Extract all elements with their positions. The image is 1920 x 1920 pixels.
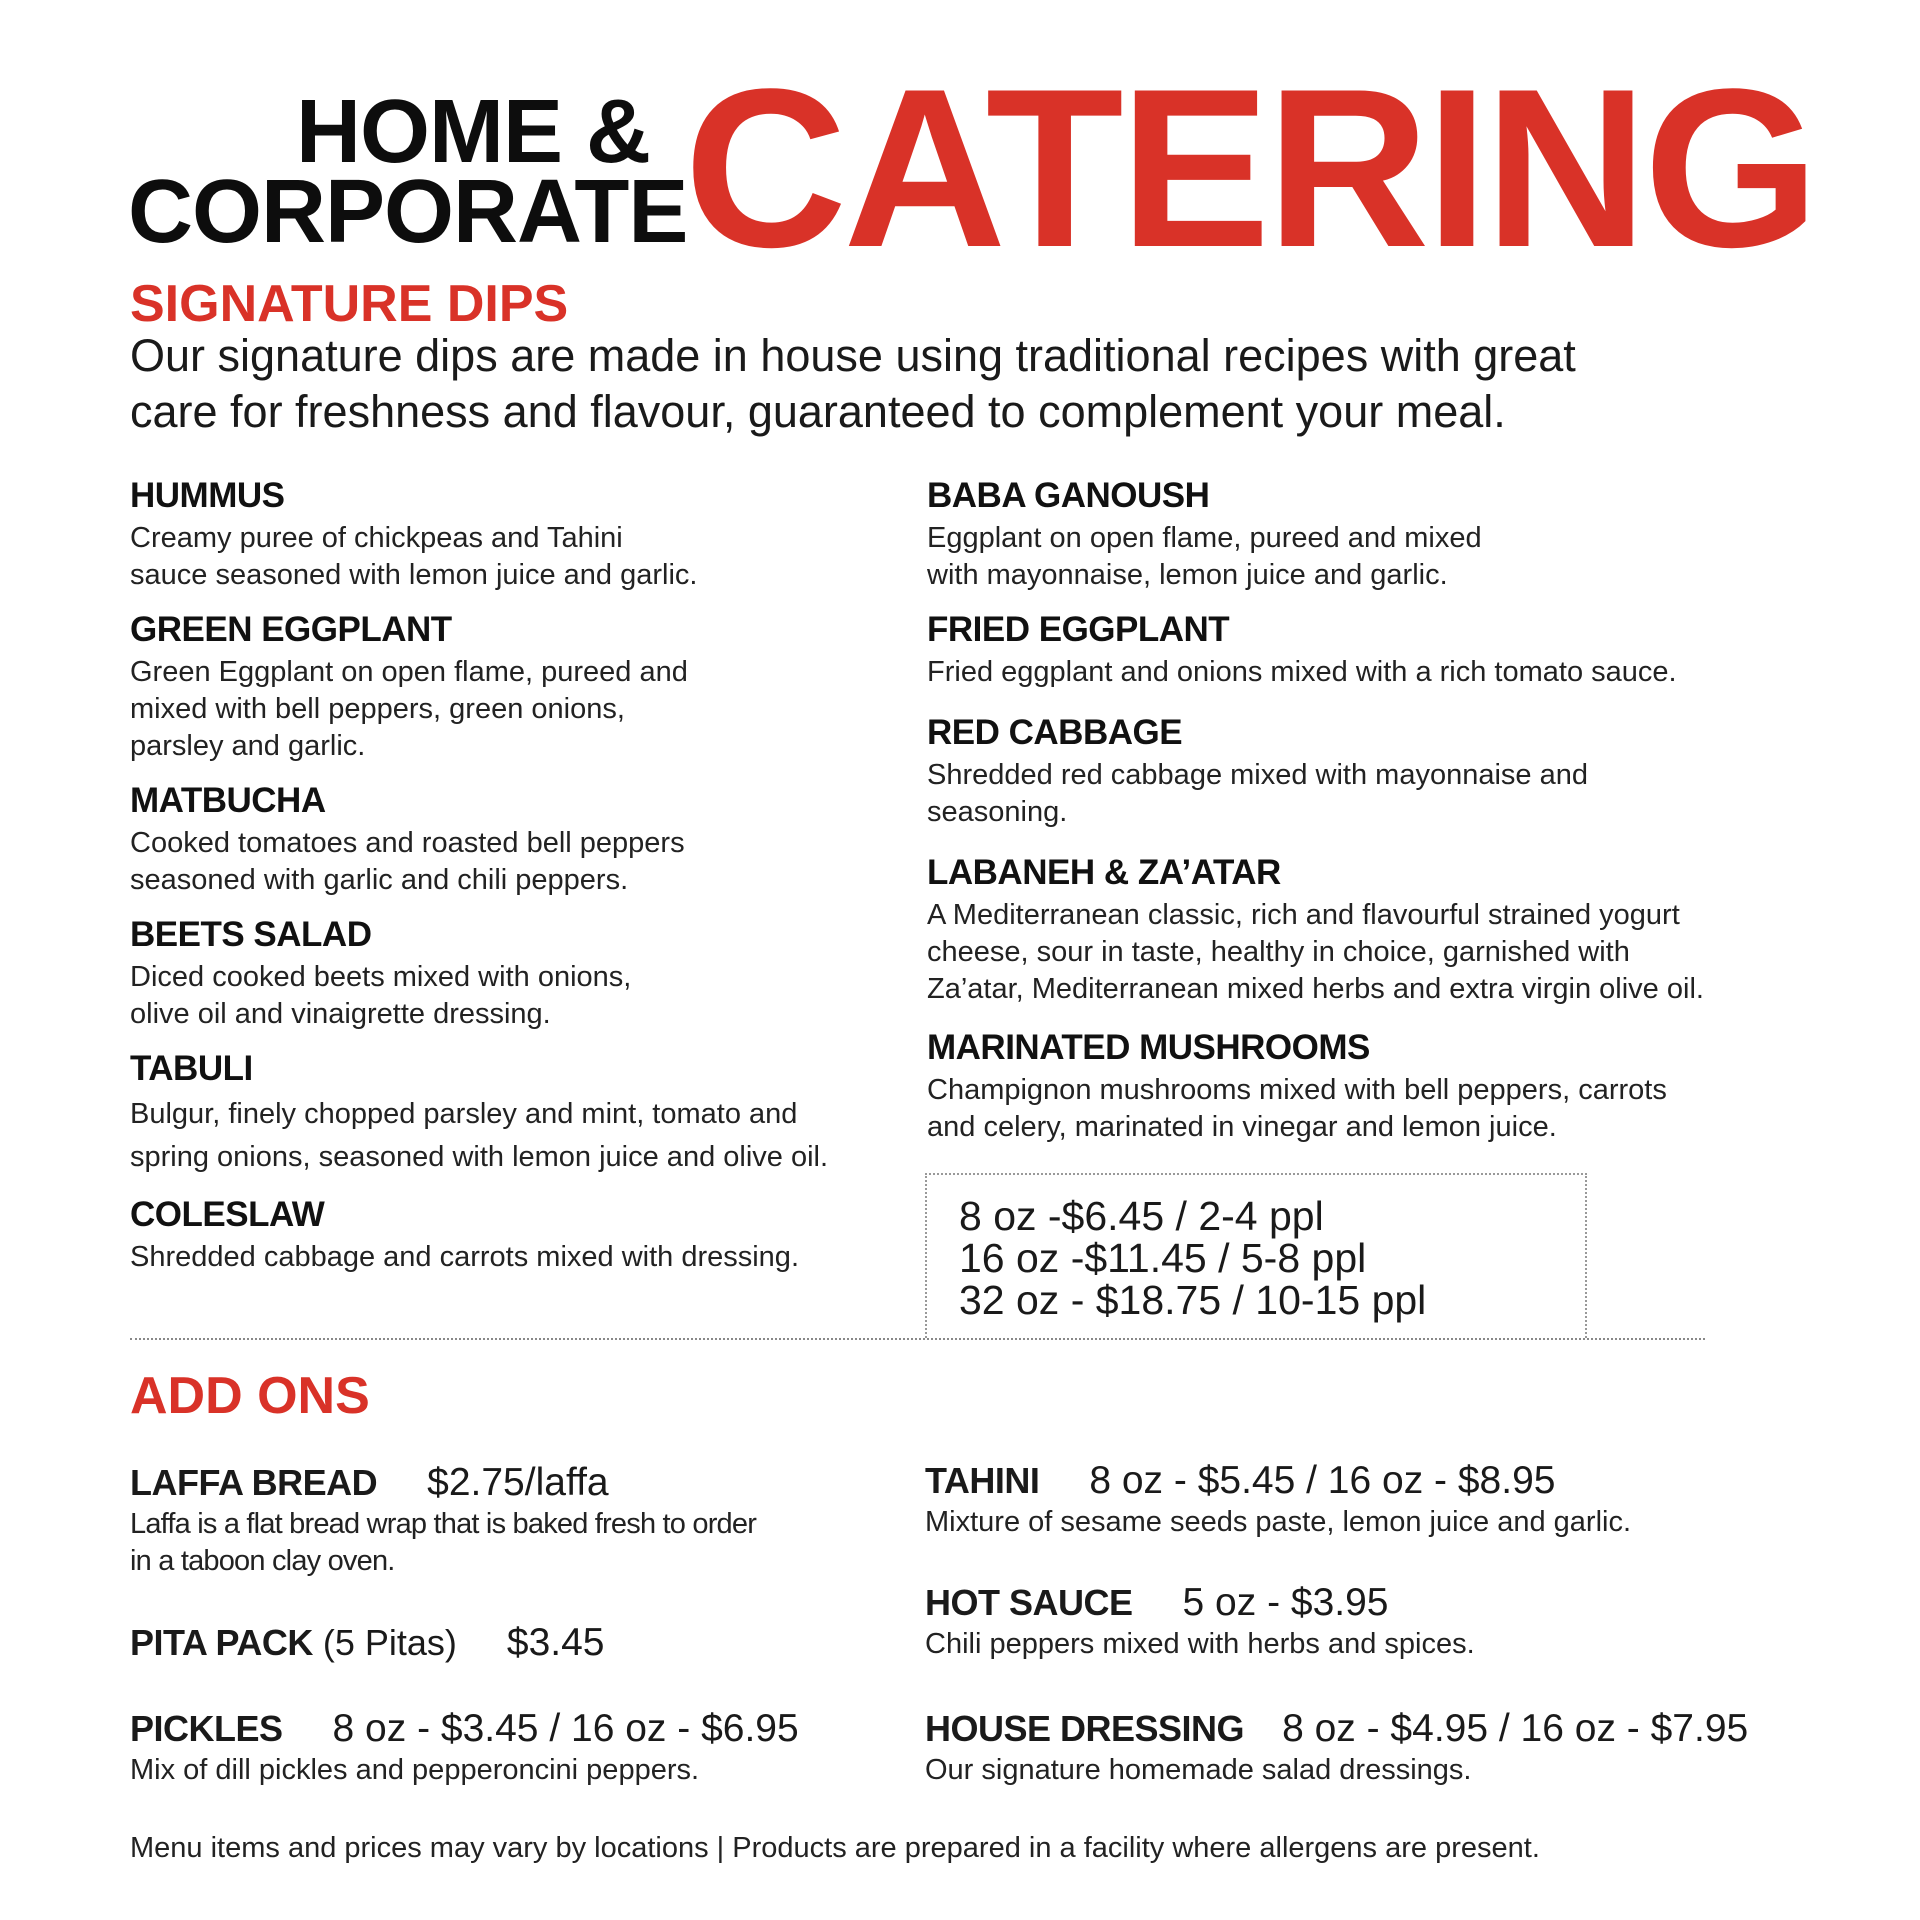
addon-price: 5 oz - $3.95 [1182,1581,1389,1624]
dip-hummus [130,472,890,594]
header-line-corporate: CORPORATE [128,162,688,262]
dip-name: HUMMUS [130,476,285,515]
dip-description [130,959,890,1033]
price-line: 32 oz - $18.75 / 10-15 ppl [959,1277,1427,1323]
addon-header [130,1706,799,1752]
section-title-add-ons: ADD ONS [130,1367,370,1425]
dips-left-column [130,472,890,1288]
addon-description [130,1506,756,1580]
dips-price-box [925,1173,1587,1338]
desc-line: in a taboon clay oven. [130,1545,395,1577]
desc-line: A Mediterranean classic, rich and flavourful strained yogurt [927,899,1680,931]
desc-line: Za’atar, Mediterranean mixed herbs and extra virgin olive oil. [927,973,1704,1005]
intro-line: care for freshness and flavour, guaranteed to complement your meal. [130,386,1506,437]
dip-marinated-mushrooms [927,1024,1727,1146]
dip-labaneh-zaatar [927,849,1727,1008]
addon-price: 8 oz - $5.45 / 16 oz - $8.95 [1089,1459,1556,1502]
desc-line: Fried eggplant and onions mixed with a rich tomato sauce. [927,656,1677,688]
addon-header [925,1706,1748,1752]
intro-line: Our signature dips are made in house using traditional recipes with great [130,330,1576,381]
desc-line: with mayonnaise, lemon juice and garlic. [927,559,1448,591]
dip-description [927,1072,1727,1146]
price-line: 16 oz -$11.45 / 5-8 ppl [959,1235,1367,1281]
addon-name: LAFFA BREAD [130,1462,378,1503]
header-subtitle [128,82,688,262]
addon-pita-pack [130,1620,605,1666]
dip-description [927,757,1727,831]
dip-beets-salad [130,911,890,1033]
dip-name: FRIED EGGPLANT [927,610,1230,649]
dips-right-column [927,472,1727,1158]
page-title: CATERING [684,41,1816,294]
dip-name: LABANEH & ZA’ATAR [927,853,1281,892]
dip-description [130,825,890,899]
addon-header [130,1460,756,1506]
desc-line: Mixture of sesame seeds paste, lemon juice and garlic. [925,1506,1632,1538]
addon-price: 8 oz - $4.95 / 16 oz - $7.95 [1282,1707,1749,1750]
desc-line: Green Eggplant on open flame, pureed and [130,656,688,688]
dip-name: BEETS SALAD [130,915,372,954]
footer-disclaimer: Menu items and prices may vary by locations | Products are prepared in a facility where allergens are present. [130,1832,1540,1864]
addon-laffa-bread [130,1460,756,1580]
dip-description [130,1239,890,1276]
dip-green-eggplant [130,606,890,765]
desc-line: seasoned with garlic and chili peppers. [130,864,629,896]
intro-text [130,328,1630,440]
dip-baba-ganoush [927,472,1727,594]
desc-line: Diced cooked beets mixed with onions, [130,961,632,993]
desc-line: parsley and garlic. [130,730,366,762]
dip-name: TABULI [130,1049,253,1088]
header-line-home: HOME & [296,82,650,182]
desc-line: Champignon mushrooms mixed with bell peppers, carrots [927,1074,1667,1106]
addon-hot-sauce [925,1580,1475,1663]
addon-name: HOUSE DRESSING [925,1708,1245,1749]
dip-description [130,654,890,765]
dip-description [130,520,890,594]
desc-line: Creamy puree of chickpeas and Tahini [130,522,623,554]
desc-line: olive oil and vinaigrette dressing. [130,998,551,1030]
addon-header [130,1620,605,1666]
dip-name: MARINATED MUSHROOMS [927,1028,1370,1067]
dip-description [130,1093,890,1179]
desc-line: Cooked tomatoes and roasted bell peppers [130,827,685,859]
desc-line: Bulgur, finely chopped parsley and mint, tomato and [130,1098,798,1130]
desc-line: mixed with bell peppers, green onions, [130,693,625,725]
price-line: 8 oz -$6.45 / 2-4 ppl [959,1193,1324,1239]
desc-line: Shredded red cabbage mixed with mayonnaise and seasoning. [927,759,1588,828]
addon-house-dressing [925,1706,1748,1789]
addon-pickles [130,1706,799,1789]
dip-tabuli [130,1045,890,1179]
addon-description [925,1752,1748,1789]
dip-coleslaw [130,1191,890,1276]
desc-line: Laffa is a flat bread wrap that is baked fresh to order [130,1508,757,1540]
addon-name: PITA PACK [130,1622,313,1663]
dip-fried-eggplant [927,606,1727,691]
desc-line: spring onions, seasoned with lemon juice and olive oil. [130,1141,829,1173]
addon-price: $3.45 [506,1621,605,1664]
addon-tahini [925,1458,1631,1541]
dip-name: GREEN EGGPLANT [130,610,452,649]
section-divider [130,1338,1705,1340]
addon-name: TAHINI [925,1460,1040,1501]
addon-description [925,1626,1475,1663]
dip-red-cabbage [927,709,1727,831]
desc-line: and celery, marinated in vinegar and lemon juice. [927,1111,1557,1143]
desc-line: Shredded cabbage and carrots mixed with dressing. [130,1241,799,1273]
dip-name: COLESLAW [130,1195,325,1234]
desc-line: Chili peppers mixed with herbs and spices. [925,1628,1475,1660]
desc-line: sauce seasoned with lemon juice and garlic. [130,559,698,591]
section-title-signature-dips: SIGNATURE DIPS [130,275,569,333]
desc-line: Our signature homemade salad dressings. [925,1754,1472,1786]
addon-name: HOT SAUCE [925,1582,1133,1623]
addon-qualifier: (5 Pitas) [312,1622,457,1663]
dip-description [927,520,1727,594]
addon-name: PICKLES [130,1708,283,1749]
addon-description [130,1752,799,1789]
dip-matbucha [130,777,890,899]
addon-price: $2.75/laffa [427,1461,609,1504]
dip-description [927,897,1727,1008]
dip-description [927,654,1727,691]
addon-description [925,1504,1631,1541]
desc-line: cheese, sour in taste, healthy in choice, garnished with [927,936,1630,968]
addon-header [925,1580,1475,1626]
addon-price: 8 oz - $3.45 / 16 oz - $6.95 [332,1707,799,1750]
desc-line: Eggplant on open flame, pureed and mixed [927,522,1482,554]
addon-header [925,1458,1631,1504]
dip-name: MATBUCHA [130,781,326,820]
dip-name: RED CABBAGE [927,713,1183,752]
dip-name: BABA GANOUSH [927,476,1210,515]
desc-line: Mix of dill pickles and pepperoncini peppers. [130,1754,700,1786]
